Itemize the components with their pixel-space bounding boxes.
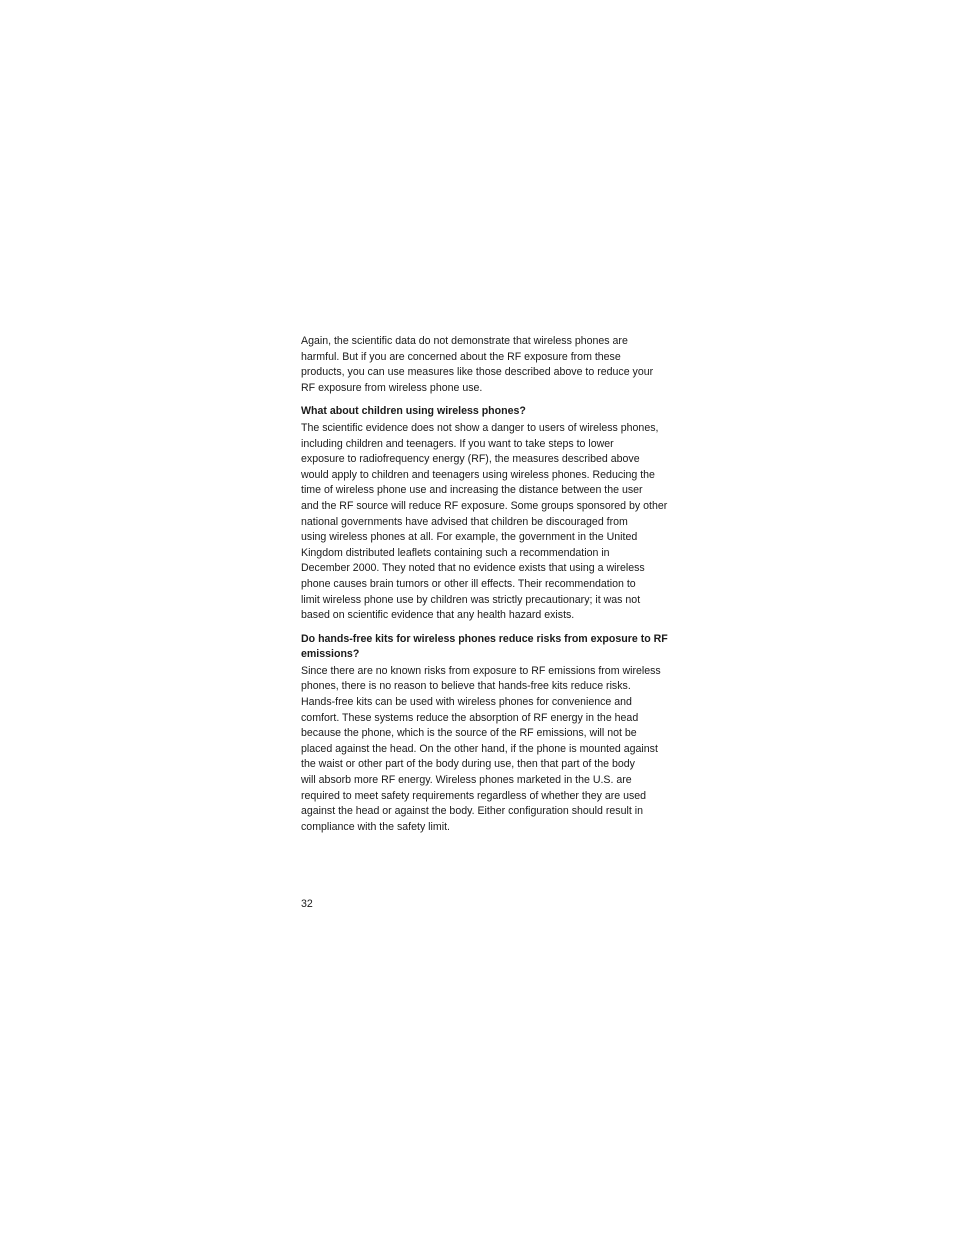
paragraph-line: using wireless phones at all. For example, the government in the United xyxy=(301,531,638,544)
paragraph-line: time of wireless phone use and increasing the distance between the user xyxy=(301,484,643,497)
paragraph-line: the waist or other part of the body during use, then that part of the body xyxy=(301,758,635,771)
paragraph-line: comfort. These systems reduce the absorption of RF energy in the head xyxy=(301,711,639,724)
paragraph-line: placed against the head. On the other hand, if the phone is mounted against xyxy=(301,742,658,755)
paragraph-line: products, you can use measures like those described above to reduce your xyxy=(301,366,654,379)
paragraph-line: Hands-free kits can be used with wireless phones for convenience and xyxy=(301,696,632,709)
paragraph-line: limit wireless phone use by children was strictly precautionary; it was not xyxy=(301,593,641,606)
paragraph-line: compliance with the safety limit. xyxy=(301,820,450,833)
paragraph-line: exposure to radiofrequency energy (RF), the measures described above xyxy=(301,453,640,466)
paragraph-line: Kingdom distributed leaflets containing such a recommendation in xyxy=(301,546,610,559)
paragraph-line: December 2000. They noted that no evidence exists that using a wireless xyxy=(301,562,645,575)
intro-paragraph xyxy=(301,334,663,396)
paragraph-line: Since there are no known risks from exposure to RF emissions from wireless xyxy=(301,664,661,677)
paragraph-line: and the RF source will reduce RF exposure. Some groups sponsored by other xyxy=(301,499,668,512)
paragraph-line: against the head or against the body. Either configuration should result in xyxy=(301,805,643,818)
paragraph-line: including children and teenagers. If you want to take steps to lower xyxy=(301,437,614,450)
paragraph-line: based on scientific evidence that any health hazard exists. xyxy=(301,609,575,622)
paragraph-line: national governments have advised that children be discouraged from xyxy=(301,515,628,528)
heading-line: What about children using wireless phones? xyxy=(301,405,526,418)
paragraph-line: phone causes brain tumors or other ill effects. Their recommendation to xyxy=(301,577,636,590)
paragraph-line: because the phone, which is the source of the RF emissions, will not be xyxy=(301,727,637,740)
heading-line: emissions? xyxy=(301,648,360,661)
page-number: 32 xyxy=(301,898,313,910)
heading-line: Do hands-free kits for wireless phones reduce risks from exposure to RF xyxy=(301,632,668,645)
text-column xyxy=(301,334,668,843)
paragraph-line: required to meet safety requirements regardless of whether they are used xyxy=(301,789,647,802)
section-heading-children xyxy=(301,404,663,420)
paragraph-line: will absorb more RF energy. Wireless phones marketed in the U.S. are xyxy=(301,774,632,787)
section-heading-hands-free xyxy=(301,632,668,663)
paragraph-line: phones, there is no reason to believe that hands-free kits reduce risks. xyxy=(301,680,631,693)
paragraph-line: Again, the scientific data do not demonstrate that wireless phones are xyxy=(301,335,628,347)
section-body-hands-free xyxy=(301,664,663,836)
paragraph-line: would apply to children and teenagers using wireless phones. Reducing the xyxy=(301,468,655,481)
paragraph-line: The scientific evidence does not show a danger to users of wireless phones, xyxy=(301,421,659,434)
paragraph-line: RF exposure from wireless phone use. xyxy=(301,381,483,394)
paragraph-line: harmful. But if you are concerned about the RF exposure from these xyxy=(301,350,621,363)
section-body-children xyxy=(301,421,668,624)
